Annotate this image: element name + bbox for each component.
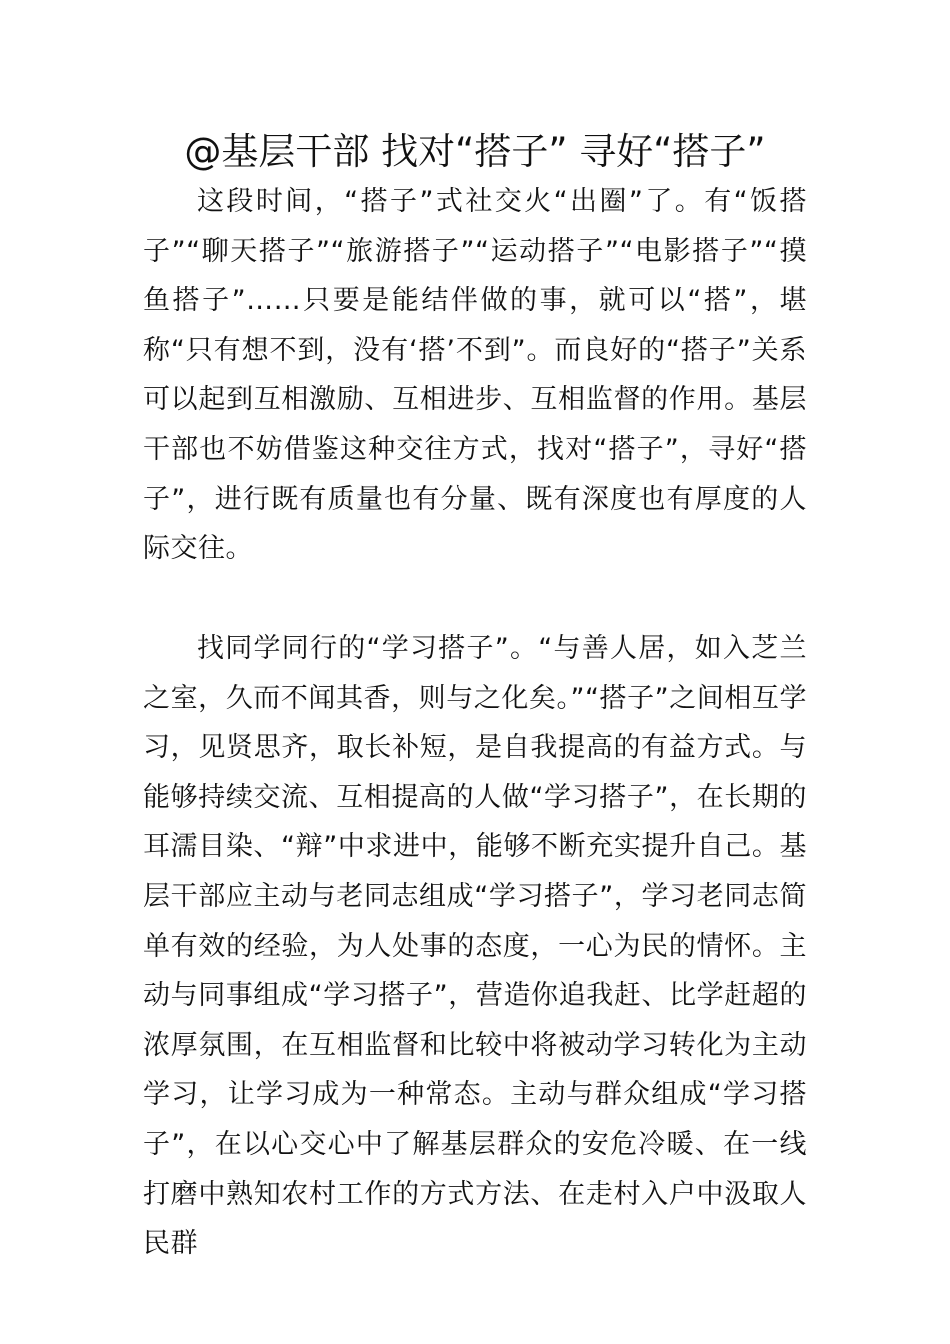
paragraph-study-partner: 找同学同行的“学习搭子”。“与善人居，如入芝兰之室，久而不闻其香，则与之化矣。”“搭子”之间相互学习，见贤思齐，取长补短，是自我提高的有益方式。与能够持续交流、互相提高的人做“学习搭子”，在长期的耳濡目染、“辩”中求进中，能够不断充实提升自己。基层干部应主动与老同志组成“学习搭子”，学习老同志简单有效的经验，为人处事的态度，一心为民的情怀。主动与同事组成“学习搭子”，营造你追我赶、比学赶超的浓厚氛围，在互相监督和比较中将被动学习转化为主动学习，让学习成为一种常态。主动与群众组成“学习搭子”，在以心交心中了解基层群众的安危冷暖、在一线打磨中熟知农村工作的方式方法、在走村入户中汲取人民群 <box>143 633 807 1260</box>
paragraph-intro: 这段时间，“搭子”式社交火“出圈”了。有“饭搭子”“聊天搭子”“旅游搭子”“运动搭子”“电影搭子”“摸鱼搭子”……只要是能结伴做的事，就可以“搭”，堪称“只有想不到，没有‘搭’不到”。而良好的“搭子”关系可以起到互相激励、互相进步、互相监督的作用。基层干部也不妨借鉴这种交往方式，找对“搭子”，寻好“搭子”，进行既有质量也有分量、既有深度也有厚度的人际交往。 <box>143 186 807 565</box>
document-title: @基层干部 找对“搭子” 寻好“搭子” <box>184 130 766 173</box>
